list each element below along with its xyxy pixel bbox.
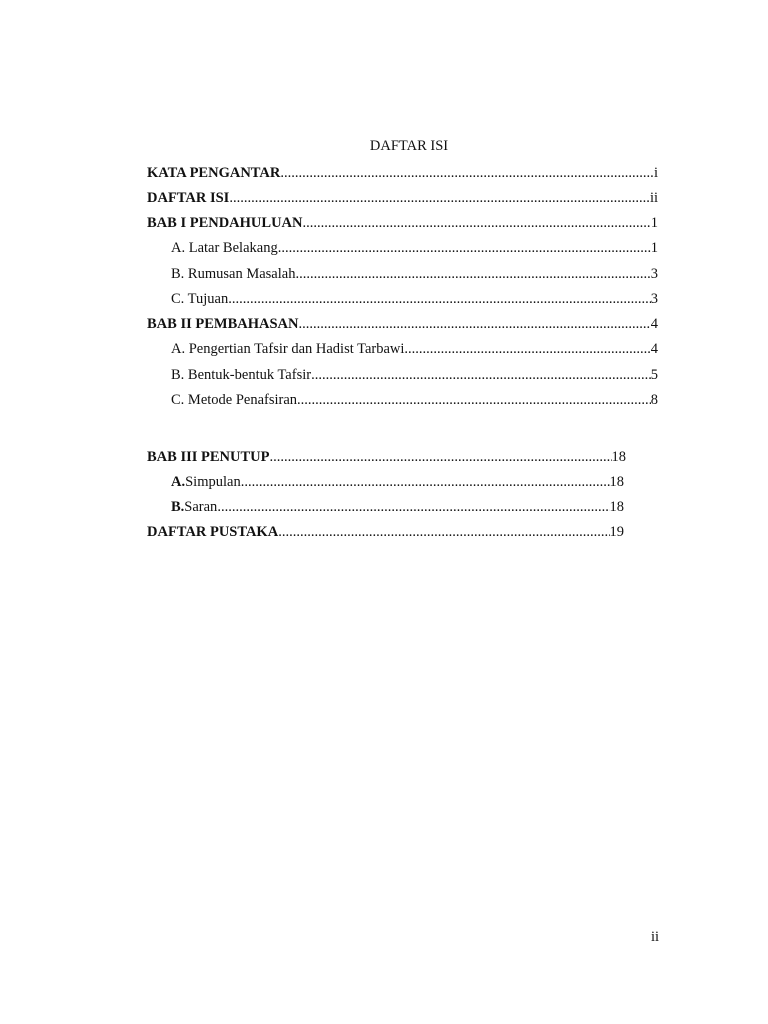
dot-leader bbox=[269, 447, 611, 467]
dot-leader bbox=[278, 522, 609, 542]
toc-entry-bab-1 bbox=[147, 213, 658, 233]
toc-entry-label: Saran bbox=[184, 499, 218, 515]
dot-leader bbox=[295, 264, 650, 284]
toc-entry-page: 18 bbox=[611, 449, 626, 465]
toc-entry-label: B. Rumusan Masalah bbox=[171, 266, 296, 282]
toc-entry-bab-2 bbox=[147, 314, 658, 334]
toc-entry-label: DAFTAR ISI bbox=[147, 190, 230, 206]
toc-entry-page: 5 bbox=[650, 367, 658, 383]
toc-entry-page: 1 bbox=[650, 240, 658, 256]
toc-entry-page: 1 bbox=[650, 215, 658, 231]
toc-entry-page: 3 bbox=[650, 266, 658, 282]
toc-entry-daftar-pustaka bbox=[147, 522, 624, 542]
dot-leader bbox=[217, 497, 609, 517]
toc-entry-rumusan-masalah bbox=[171, 264, 658, 284]
page-number: ii bbox=[651, 929, 660, 945]
toc-entry-label: BAB III PENUTUP bbox=[147, 449, 270, 465]
toc-entry-label: KATA PENGANTAR bbox=[147, 165, 281, 181]
toc-entry-page: 3 bbox=[650, 291, 658, 307]
toc-entry-label: A. Pengertian Tafsir dan Hadist Tarbawi bbox=[171, 341, 405, 357]
toc-entry-label: Simpulan bbox=[185, 474, 241, 490]
dot-leader bbox=[280, 163, 654, 183]
toc-entry-metode-penafsiran bbox=[171, 390, 658, 410]
dot-leader bbox=[298, 314, 650, 334]
dot-leader bbox=[297, 390, 651, 410]
toc-entry-page: 4 bbox=[650, 341, 658, 357]
toc-entry-label: BAB II PEMBAHASAN bbox=[147, 316, 299, 332]
toc-entry-label: A. Latar Belakang bbox=[171, 240, 278, 256]
toc-entry-page: ii bbox=[649, 190, 658, 206]
toc-entry-label: BAB I PENDAHULUAN bbox=[147, 215, 303, 231]
toc-entry-bab-3 bbox=[147, 447, 626, 467]
toc-entry-pengertian-tafsir bbox=[171, 339, 658, 359]
dot-leader bbox=[229, 188, 650, 208]
toc-entry-label: B. Bentuk-bentuk Tafsir bbox=[171, 367, 312, 383]
toc-entry-page: i bbox=[653, 165, 658, 181]
toc-entry-label: C. Metode Penafsiran bbox=[171, 392, 298, 408]
toc-entry-page: 8 bbox=[650, 392, 658, 408]
toc-entry-simpulan bbox=[171, 472, 624, 492]
toc-entry-letter: B. bbox=[171, 499, 185, 515]
toc-entry-page: 18 bbox=[609, 474, 624, 490]
toc-entry-saran bbox=[171, 497, 624, 517]
dot-leader bbox=[311, 365, 651, 385]
toc-entry-label: C. Tujuan bbox=[171, 291, 229, 307]
dot-leader bbox=[303, 213, 651, 233]
toc-entry-letter: A. bbox=[171, 474, 186, 490]
toc-entry-label: DAFTAR PUSTAKA bbox=[147, 524, 279, 540]
dot-leader bbox=[404, 339, 650, 359]
toc-entry-page: 4 bbox=[650, 316, 658, 332]
toc-entry-page: 18 bbox=[609, 499, 624, 515]
toc-entry-page: 19 bbox=[609, 524, 624, 540]
dot-leader bbox=[278, 238, 651, 258]
dot-leader bbox=[241, 472, 610, 492]
toc-entry-bentuk-tafsir bbox=[171, 365, 658, 385]
toc-entry-tujuan bbox=[171, 289, 658, 309]
toc-title: DAFTAR ISI bbox=[369, 138, 449, 154]
dot-leader bbox=[228, 289, 651, 309]
toc-entry-kata-pengantar bbox=[147, 163, 658, 183]
toc-entry-daftar-isi bbox=[147, 188, 658, 208]
toc-entry-latar-belakang bbox=[171, 238, 658, 258]
